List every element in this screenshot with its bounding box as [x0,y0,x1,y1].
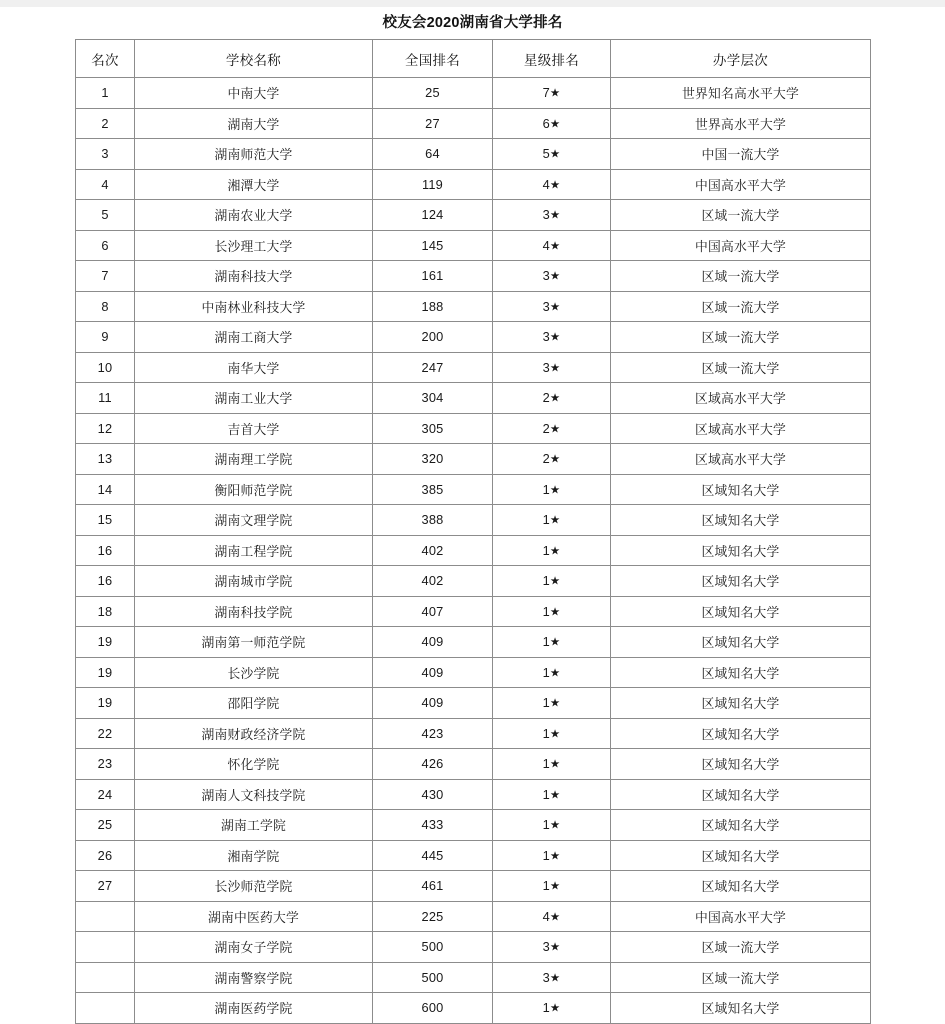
cell-national-rank: 407 [373,596,493,627]
cell-school-name: 怀化学院 [135,749,373,780]
table-row [76,291,871,322]
cell-star-rating [493,718,611,749]
table-body [76,78,871,1024]
star-count: 3 [542,939,550,955]
table-row [76,871,871,902]
cell-school-name: 湖南中医药大学 [135,901,373,932]
star-count: 2 [542,451,550,467]
university-ranking-table [75,39,871,1024]
cell-national-rank: 500 [373,962,493,993]
cell-tier: 中国一流大学 [611,139,871,170]
cell-school-name: 湖南城市学院 [135,566,373,597]
cell-rank: 3 [76,139,135,170]
cell-school-name: 邵阳学院 [135,688,373,719]
star-icon: ★ [549,939,561,954]
cell-tier: 中国高水平大学 [611,901,871,932]
table-header-row [76,40,871,78]
star-icon: ★ [549,634,561,649]
column-header-star-rating: 星级排名 [493,40,611,78]
star-icon: ★ [549,787,561,802]
star-count: 1 [542,695,550,711]
cell-rank: 9 [76,322,135,353]
cell-national-rank: 423 [373,718,493,749]
cell-national-rank: 600 [373,993,493,1024]
star-count: 1 [542,481,550,497]
star-icon: ★ [549,512,561,527]
star-count: 1 [542,786,550,802]
star-icon: ★ [549,238,561,253]
cell-star-rating [493,444,611,475]
cell-national-rank: 305 [373,413,493,444]
star-icon: ★ [549,451,561,466]
table-row [76,535,871,566]
star-count: 3 [542,329,550,345]
star-icon: ★ [549,909,561,924]
star-icon: ★ [549,146,561,161]
cell-national-rank: 409 [373,627,493,658]
star-icon: ★ [549,573,561,588]
cell-star-rating [493,169,611,200]
star-icon: ★ [549,604,561,619]
cell-rank: 23 [76,749,135,780]
cell-rank: 19 [76,657,135,688]
cell-star-rating [493,840,611,871]
star-icon: ★ [549,360,561,375]
cell-school-name: 湘潭大学 [135,169,373,200]
column-header-school-name: 学校名称 [135,40,373,78]
cell-rank: 1 [76,78,135,109]
cell-rank: 13 [76,444,135,475]
table-row [76,566,871,597]
cell-school-name: 湖南师范大学 [135,139,373,170]
cell-rank: 5 [76,200,135,231]
cell-school-name: 湖南女子学院 [135,932,373,963]
cell-tier: 区域一流大学 [611,352,871,383]
cell-tier: 区域一流大学 [611,962,871,993]
star-icon: ★ [549,695,561,710]
cell-school-name: 湖南农业大学 [135,200,373,231]
table-row [76,78,871,109]
cell-tier: 区域知名大学 [611,840,871,871]
star-count: 1 [542,756,550,772]
table-row [76,688,871,719]
star-count: 5 [542,146,550,162]
cell-national-rank: 25 [373,78,493,109]
cell-star-rating [493,779,611,810]
cell-rank: 6 [76,230,135,261]
star-count: 1 [542,573,550,589]
star-count: 4 [542,237,550,253]
table-row [76,108,871,139]
cell-tier: 区域知名大学 [611,535,871,566]
cell-school-name: 长沙理工大学 [135,230,373,261]
cell-tier: 区域知名大学 [611,871,871,902]
cell-national-rank: 409 [373,688,493,719]
cell-rank: 26 [76,840,135,871]
cell-star-rating [493,535,611,566]
cell-star-rating [493,932,611,963]
cell-star-rating [493,566,611,597]
ranking-table-container [75,39,870,1024]
cell-school-name: 湖南大学 [135,108,373,139]
cell-national-rank: 124 [373,200,493,231]
cell-rank [76,901,135,932]
table-row [76,962,871,993]
star-icon: ★ [549,421,561,436]
cell-rank: 19 [76,688,135,719]
star-icon: ★ [549,390,561,405]
cell-school-name: 中南林业科技大学 [135,291,373,322]
cell-tier: 区域一流大学 [611,200,871,231]
cell-star-rating [493,810,611,841]
star-count: 1 [542,725,550,741]
cell-school-name: 湖南第一师范学院 [135,627,373,658]
cell-rank: 4 [76,169,135,200]
star-count: 1 [542,512,550,528]
cell-tier: 区域知名大学 [611,474,871,505]
cell-school-name: 湖南医药学院 [135,993,373,1024]
cell-tier: 区域知名大学 [611,779,871,810]
cell-tier: 区域知名大学 [611,596,871,627]
cell-rank: 25 [76,810,135,841]
star-icon: ★ [549,817,561,832]
cell-tier: 区域一流大学 [611,261,871,292]
star-icon: ★ [549,482,561,497]
cell-rank: 10 [76,352,135,383]
star-icon: ★ [549,756,561,771]
star-icon: ★ [549,85,561,100]
star-count: 4 [542,908,550,924]
cell-tier: 区域高水平大学 [611,444,871,475]
cell-national-rank: 200 [373,322,493,353]
cell-star-rating [493,261,611,292]
cell-national-rank: 426 [373,749,493,780]
cell-rank: 11 [76,383,135,414]
star-count: 3 [542,268,550,284]
star-icon: ★ [549,665,561,680]
cell-school-name: 湖南工程学院 [135,535,373,566]
cell-star-rating [493,688,611,719]
star-icon: ★ [549,177,561,192]
cell-tier: 区域一流大学 [611,322,871,353]
cell-national-rank: 188 [373,291,493,322]
star-count: 6 [542,115,550,131]
cell-national-rank: 27 [373,108,493,139]
cell-rank [76,932,135,963]
star-icon: ★ [549,329,561,344]
cell-tier: 区域知名大学 [611,688,871,719]
cell-tier: 区域知名大学 [611,718,871,749]
cell-school-name: 湖南科技学院 [135,596,373,627]
cell-tier: 区域知名大学 [611,749,871,780]
star-count: 3 [542,298,550,314]
cell-tier: 世界高水平大学 [611,108,871,139]
cell-tier: 区域高水平大学 [611,413,871,444]
star-icon: ★ [549,1000,561,1015]
cell-national-rank: 64 [373,139,493,170]
cell-school-name: 湖南工学院 [135,810,373,841]
table-row [76,627,871,658]
cell-star-rating [493,474,611,505]
cell-national-rank: 409 [373,657,493,688]
cell-national-rank: 304 [373,383,493,414]
table-row [76,139,871,170]
cell-star-rating [493,413,611,444]
cell-star-rating [493,322,611,353]
column-header-tier: 办学层次 [611,40,871,78]
table-row [76,749,871,780]
cell-star-rating [493,139,611,170]
cell-star-rating [493,627,611,658]
table-row [76,993,871,1024]
cell-national-rank: 402 [373,535,493,566]
star-count: 3 [542,207,550,223]
cell-national-rank: 461 [373,871,493,902]
cell-school-name: 长沙师范学院 [135,871,373,902]
star-icon: ★ [549,970,561,985]
cell-star-rating [493,749,611,780]
table-row [76,718,871,749]
star-count: 1 [542,664,550,680]
cell-tier: 区域知名大学 [611,810,871,841]
cell-star-rating [493,383,611,414]
cell-national-rank: 402 [373,566,493,597]
table-row [76,474,871,505]
cell-tier: 中国高水平大学 [611,169,871,200]
star-icon: ★ [549,207,561,222]
star-icon: ★ [549,299,561,314]
cell-rank: 8 [76,291,135,322]
cell-school-name: 湖南人文科技学院 [135,779,373,810]
cell-star-rating [493,962,611,993]
column-header-national-rank: 全国排名 [373,40,493,78]
star-icon: ★ [549,116,561,131]
star-count: 3 [542,359,550,375]
cell-national-rank: 320 [373,444,493,475]
table-row [76,810,871,841]
cell-tier: 区域知名大学 [611,657,871,688]
star-count: 2 [542,420,550,436]
table-row [76,657,871,688]
cell-rank: 18 [76,596,135,627]
cell-national-rank: 119 [373,169,493,200]
table-row [76,322,871,353]
cell-school-name: 湖南财政经济学院 [135,718,373,749]
cell-rank: 12 [76,413,135,444]
cell-rank: 27 [76,871,135,902]
cell-school-name: 湘南学院 [135,840,373,871]
star-count: 1 [542,847,550,863]
cell-national-rank: 161 [373,261,493,292]
star-count: 3 [542,969,550,985]
cell-rank: 22 [76,718,135,749]
cell-rank: 2 [76,108,135,139]
cell-school-name: 衡阳师范学院 [135,474,373,505]
cell-star-rating [493,291,611,322]
cell-tier: 中国高水平大学 [611,230,871,261]
star-count: 1 [542,878,550,894]
star-count: 1 [542,817,550,833]
cell-national-rank: 433 [373,810,493,841]
star-count: 4 [542,176,550,192]
cell-tier: 世界知名高水平大学 [611,78,871,109]
cell-school-name: 吉首大学 [135,413,373,444]
cell-star-rating [493,200,611,231]
cell-rank: 16 [76,535,135,566]
star-icon: ★ [549,268,561,283]
cell-rank [76,962,135,993]
cell-school-name: 南华大学 [135,352,373,383]
table-header [76,40,871,78]
cell-rank: 16 [76,566,135,597]
cell-school-name: 中南大学 [135,78,373,109]
table-row [76,932,871,963]
cell-school-name: 湖南工业大学 [135,383,373,414]
cell-rank: 19 [76,627,135,658]
cell-school-name: 湖南理工学院 [135,444,373,475]
cell-tier: 区域一流大学 [611,291,871,322]
cell-tier: 区域知名大学 [611,993,871,1024]
cell-star-rating [493,596,611,627]
table-row [76,230,871,261]
cell-star-rating [493,78,611,109]
cell-school-name: 湖南工商大学 [135,322,373,353]
cell-tier: 区域知名大学 [611,627,871,658]
cell-tier: 区域高水平大学 [611,383,871,414]
table-row [76,505,871,536]
star-icon: ★ [549,726,561,741]
star-count: 1 [542,603,550,619]
cell-rank: 14 [76,474,135,505]
cell-national-rank: 388 [373,505,493,536]
cell-tier: 区域知名大学 [611,566,871,597]
cell-star-rating [493,505,611,536]
cell-national-rank: 247 [373,352,493,383]
cell-school-name: 湖南文理学院 [135,505,373,536]
cell-national-rank: 385 [373,474,493,505]
table-row [76,413,871,444]
cell-star-rating [493,108,611,139]
cell-school-name: 湖南科技大学 [135,261,373,292]
cell-star-rating [493,993,611,1024]
cell-rank: 24 [76,779,135,810]
cell-star-rating [493,230,611,261]
cell-star-rating [493,352,611,383]
table-row [76,901,871,932]
cell-national-rank: 500 [373,932,493,963]
cell-school-name: 长沙学院 [135,657,373,688]
cell-tier: 区域知名大学 [611,505,871,536]
table-row [76,169,871,200]
cell-star-rating [493,871,611,902]
table-row [76,444,871,475]
cell-national-rank: 145 [373,230,493,261]
cell-national-rank: 430 [373,779,493,810]
table-row [76,840,871,871]
cell-national-rank: 225 [373,901,493,932]
cell-rank: 15 [76,505,135,536]
table-row [76,352,871,383]
cell-national-rank: 445 [373,840,493,871]
table-row [76,383,871,414]
cell-school-name: 湖南警察学院 [135,962,373,993]
table-row [76,779,871,810]
star-count: 1 [542,542,550,558]
star-icon: ★ [549,878,561,893]
table-row [76,200,871,231]
star-count: 2 [542,390,550,406]
star-icon: ★ [549,543,561,558]
page-title: 校友会2020湖南省大学排名 [382,15,563,31]
star-count: 1 [542,1000,550,1016]
star-icon: ★ [549,848,561,863]
cell-star-rating [493,901,611,932]
cell-tier: 区域一流大学 [611,932,871,963]
column-header-rank: 名次 [76,40,135,78]
table-row [76,261,871,292]
cell-rank: 7 [76,261,135,292]
cell-rank [76,993,135,1024]
table-row [76,596,871,627]
star-count: 7 [542,85,550,101]
cell-star-rating [493,657,611,688]
star-count: 1 [542,634,550,650]
